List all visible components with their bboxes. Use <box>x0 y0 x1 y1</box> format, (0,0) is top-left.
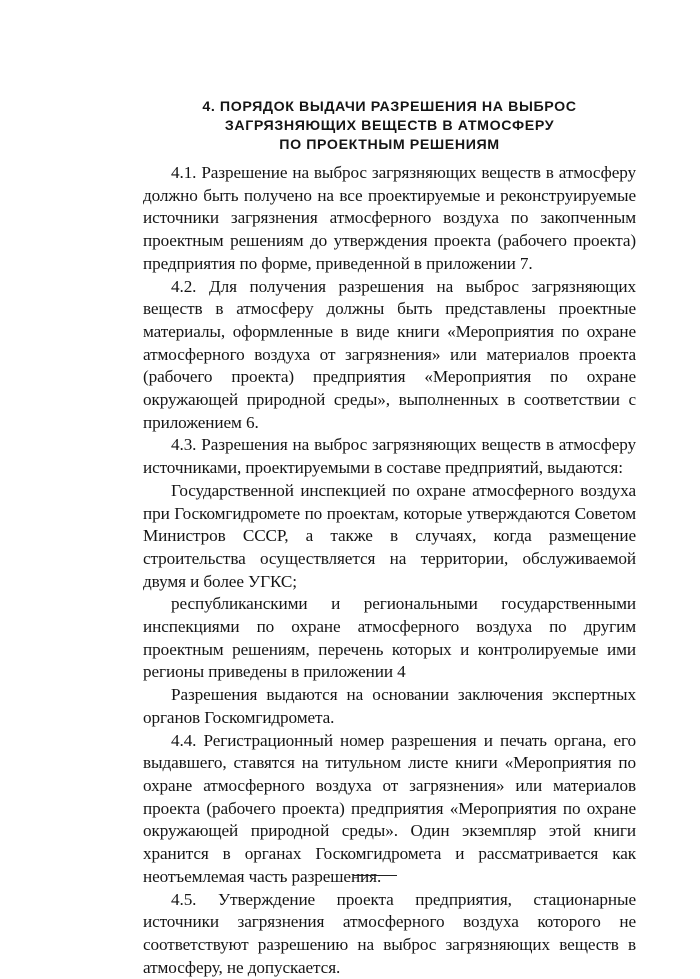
end-divider <box>353 875 397 876</box>
section-heading <box>143 98 636 155</box>
paragraph-4-1: 4.1. Разрешение на выброс загрязняющих веществ в атмосферу должно быть получено на все проектируемые и реконструируемые источники загрязнения атмосферного воздуха по закопченным проектным решениям до утверждения проекта (рабочего проекта) предприятия по форме, приведенной в приложении 7. <box>143 162 636 276</box>
paragraph-4-3: 4.3. Разрешения на выброс загрязняющих веществ в атмосферу источниками, проектируемыми в составе предприятий, выдаются: <box>143 434 636 479</box>
heading-line-2: ЗАГРЯЗНЯЮЩИХ ВЕЩЕСТВ В АТМОСФЕРУ <box>143 117 636 136</box>
paragraph-4-3-note: Разрешения выдаются на основании заключения экспертных органов Госкомгидромета. <box>143 684 636 729</box>
paragraph-4-5: 4.5. Утверждение проекта предприятия, стационарные источники загрязнения атмосферного воздуха которого не соответствуют разрешению на выброс загрязняющих веществ в атмосферу, не допускается. <box>143 889 636 979</box>
section-body <box>143 162 636 979</box>
paragraph-4-3-item-regional-inspections: республиканскими и региональными государственными инспекциями по охране атмосферного воздуха по другим проектным решениям, перечень которых и контролируемые ими регионы приведены в приложении 4 <box>143 593 636 684</box>
paragraph-4-4: 4.4. Регистрационный номер разрешения и печать органа, его выдавшего, ставятся на титульном листе книги «Мероприятия по охране атмосферного воздуха от загрязнения» или материалов проекта (рабочего проекта) предприятия «Мероприятия по охране окружающей природной среды». Один экземпляр этой книги хранится в органах Госкомгидромета и рассматривается как неотъемлемая часть разрешения. <box>143 730 636 889</box>
paragraph-4-3-item-state-inspection: Государственной инспекцией по охране атмосферного воздуха при Госкомгидромете по проектам, которые утверждаются Советом Министров СССР, а также в случаях, когда размещение строительства осуществляется на территории, обслуживаемой двумя и более УГКС; <box>143 480 636 594</box>
heading-line-3: ПО ПРОЕКТНЫМ РЕШЕНИЯМ <box>143 136 636 155</box>
heading-line-1: 4. ПОРЯДОК ВЫДАЧИ РАЗРЕШЕНИЯ НА ВЫБРОС <box>143 98 636 117</box>
paragraph-4-2: 4.2. Для получения разрешения на выброс загрязняющих веществ в атмосферу должны быть представлены проектные материалы, оформленные в виде книги «Мероприятия по охране атмосферного воздуха от загрязнения» или материалов проекта (рабочего проекта) предприятия «Мероприятия по охране окружающей природной среды», выполненных в соответствии с приложением 6. <box>143 276 636 435</box>
